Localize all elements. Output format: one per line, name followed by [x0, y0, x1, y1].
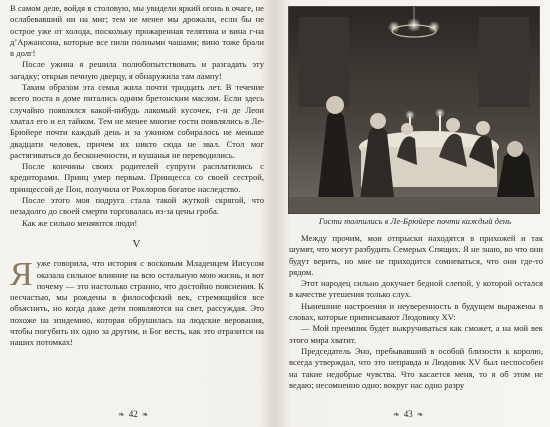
page-number: 42 [128, 409, 138, 419]
paragraph: После кончины своих родителей супруги расплатились с кредиторами. Принц умер первым. Принцесса со своей сестрой, принцессой де Пон, получила от Рохлоров богатое наследство. [10, 161, 264, 194]
paragraph: Между прочим, мои отпрыски находятся в прихожей и так шумят, что могут разбудить Семерых Спящих. Я не знаю, во что они будут верить, но мне не приходится сомневаться, что они где-то рядом. [289, 233, 543, 277]
chapter-paragraph [10, 258, 264, 348]
page-number: 43 [403, 409, 413, 419]
chapter-text: уже говорила, что история с восковым Младенцем Иисусом оказала сильное влияние на всю остальную мою жизнь, и вот почему — это настолько странно, что достойно пояснения. К несчастью, мы рождены в философский век, стремящийся все объяснить, но когда даже дети появляются на свет, рассуждая. Это похоже на эпидемию, которая обрушилась на людские верования, чтобы погубить их одно за другим, и Бог весть, как это отразится на наших потомках! [10, 258, 264, 348]
paragraph: После ужина я решила полюбопытствовать и разгадать эту загадку; открыв печную дверцу, я обнаружила там лампу! [10, 59, 264, 81]
right-text-column [289, 233, 543, 391]
right-folio [393, 409, 423, 419]
chapter-heading: V [132, 237, 142, 250]
paragraph: Председатель Эно, пребывавший в особой близости к королю, всегда утверждал, что это неправда и Людовик XV был неспособен на такие недобрые чувства. Что касается меня, то я об этом не ведаю; несомненно одно: вокруг нас одно разру [289, 345, 543, 390]
left-text-column [10, 3, 264, 349]
paragraph: Таким образом эта семья жила почти тридцать лет. В течение всего поста в доме питались одним бретонским маслом. Если здесь случайно появлялся какой-нибудь лакомый кусочек, г-н де Леон хватал его и ел тайком. Тем не менее многие гости появлялись в Ле-Брюйере почти каждый день и за ужином собиралось не меньше двадцати человек, причем их никто сюда не звал. Стол мог растягиваться до бесконечности, и кушанья не переводились. [10, 82, 264, 160]
paragraph: Этот народец сильно докучает бедной слепой, у которой остался в качестве утешения только слух. [289, 278, 543, 300]
right-page [275, 0, 550, 427]
ornament-icon: ❧ [416, 409, 424, 419]
paragraph: Нынешние настроения и неуверенность в будущем выражены в словах, которые приписывают Людовику XV: [289, 300, 543, 323]
ornament-icon: ❧ [141, 409, 149, 419]
ornament-icon: ❧ [393, 409, 400, 419]
paragraph: — Мой преемник будет выкручиваться как сможет, а на мой век этого мира хватит. [289, 323, 543, 345]
engraving-illustration [288, 6, 540, 214]
paragraph: После этого моя подруга стала такой жуткой скрягой, что незадолго до своей смерти торговалась из-за цены гроба. [10, 195, 264, 217]
left-folio [118, 409, 148, 419]
figure-caption: Гости толпились в Ле-Брюйере почти каждый день [318, 216, 512, 226]
ornament-icon: ❧ [118, 409, 125, 419]
paragraph: Как же сильно меняются люди! [22, 217, 138, 228]
drop-cap: Я [10, 256, 33, 294]
paragraph: В самом деле, войдя в столовую, мы увидели яркий огонь в очаге, не ослабевавший ни на миг; тем не менее мы дрожали, если бы не острое уже от холода, поскольку прожаренная телятина и вина г-на д’Аржансона, которые все пили полными чашами; вино тоже брали в долг! [10, 3, 264, 59]
dinner-scene-image [289, 7, 539, 213]
